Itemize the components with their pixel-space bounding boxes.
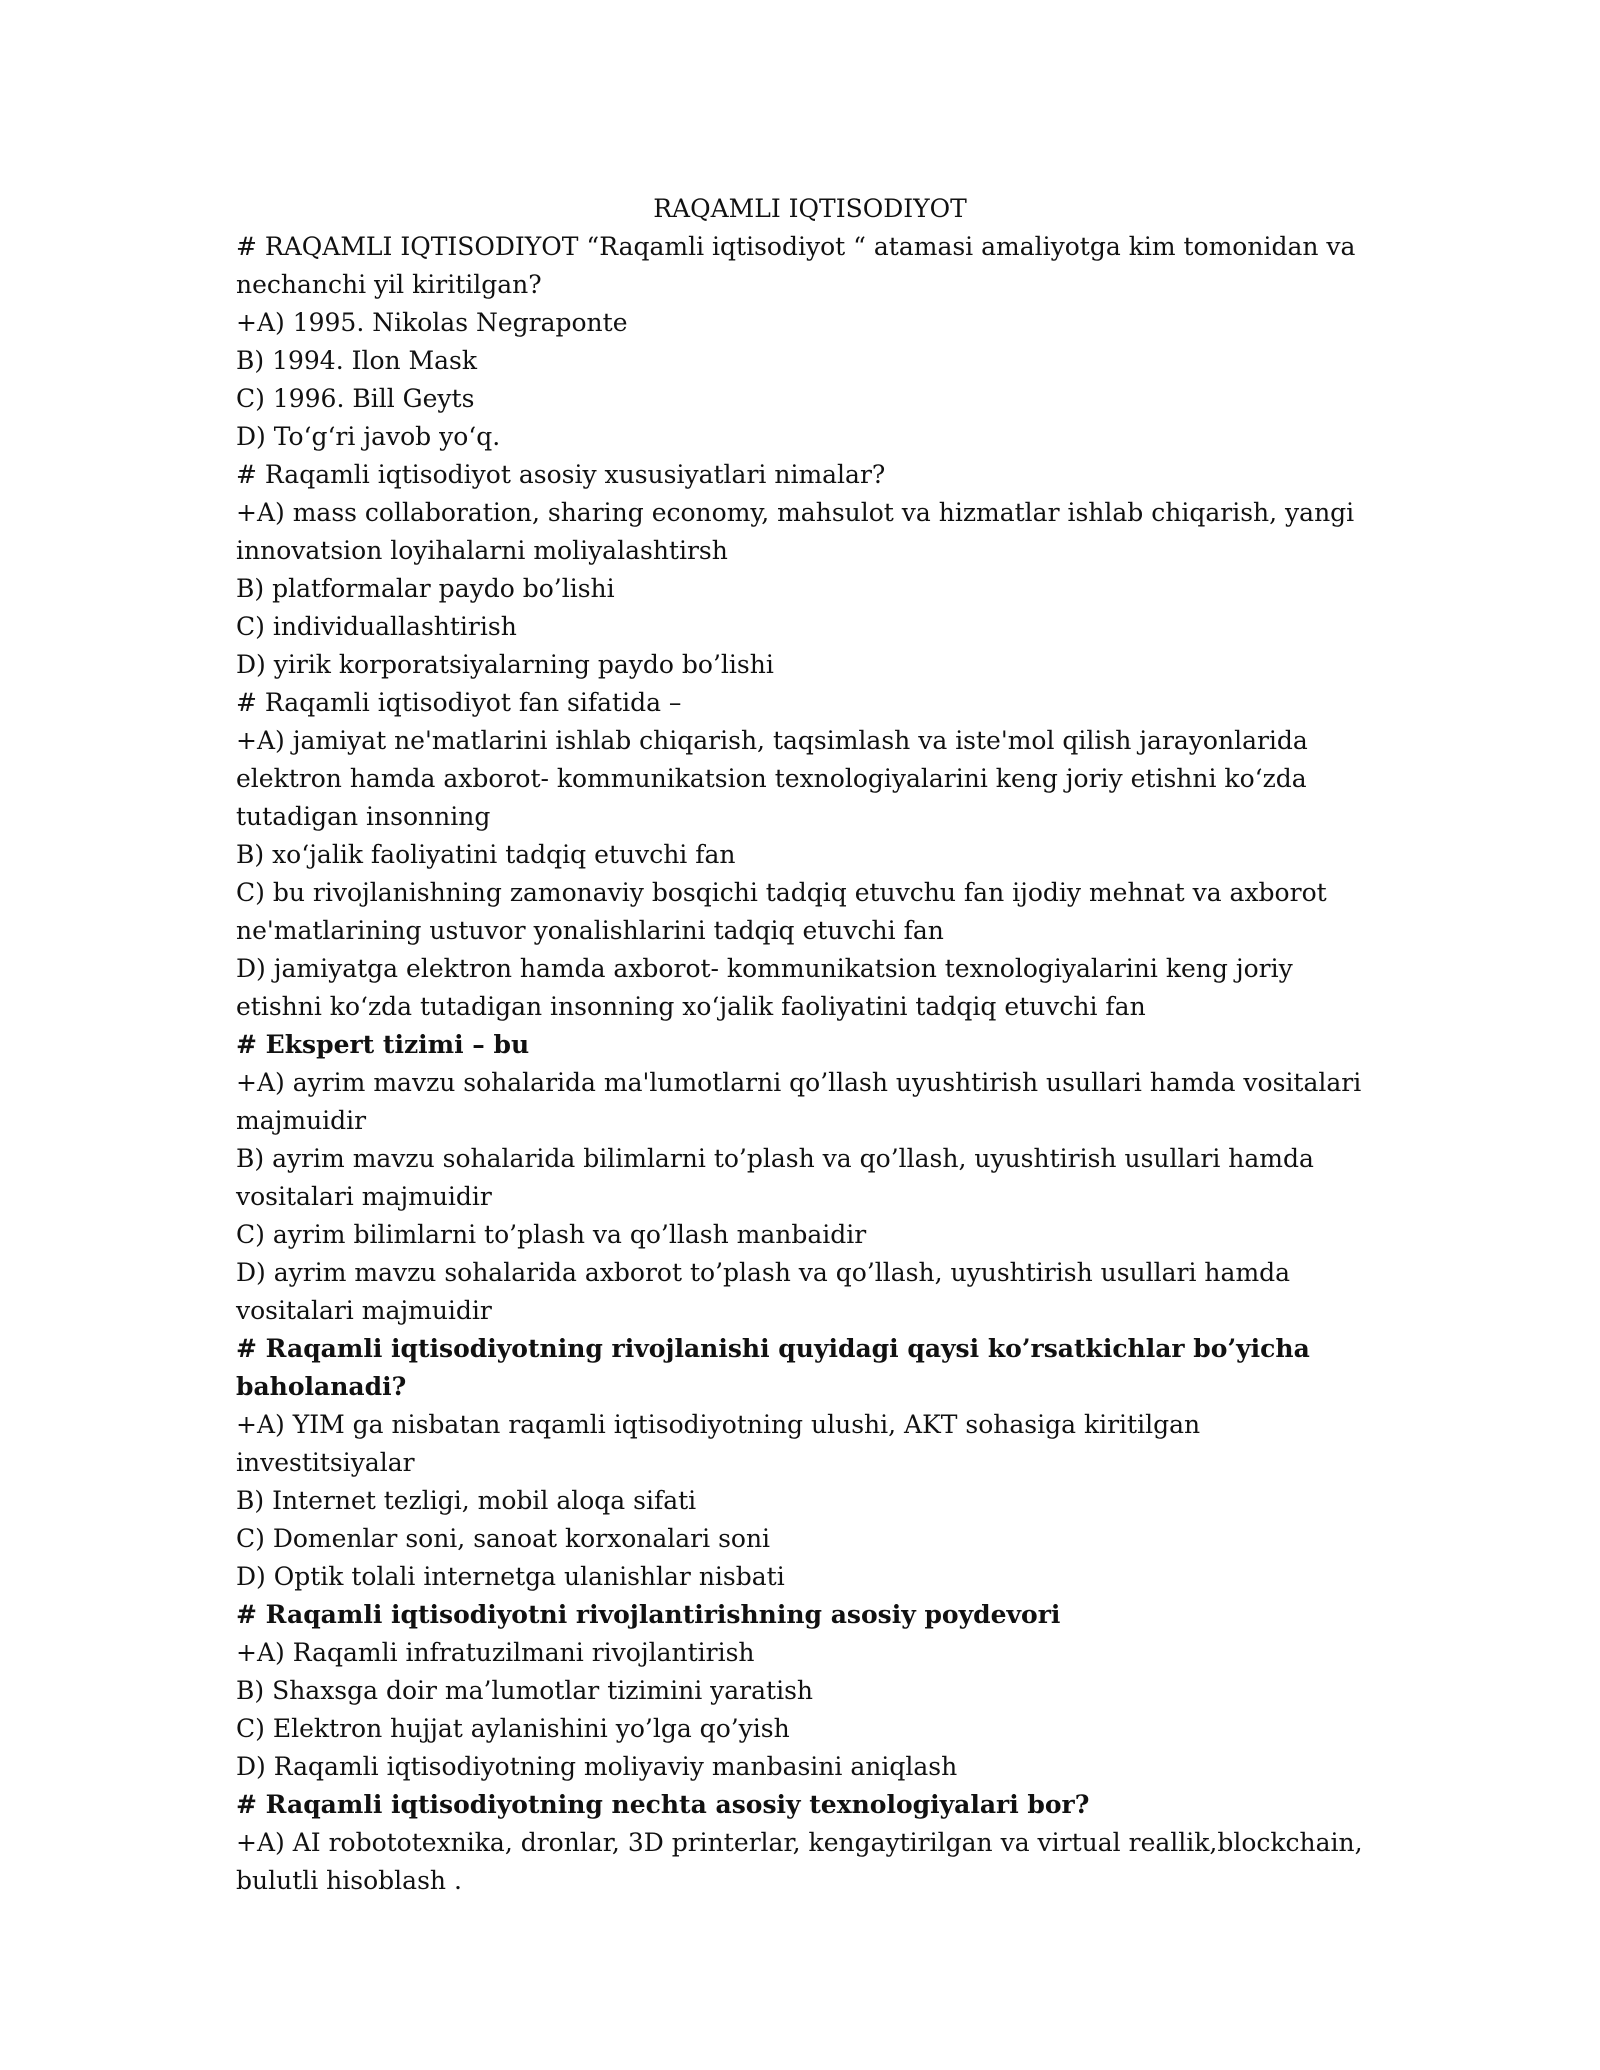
question-text: # Raqamli iqtisodiyotning nechta asosiy texnologiyalari bor?	[236, 1790, 1090, 1819]
answer-option: C) Domenlar soni, sanoat korxonalari soni	[236, 1524, 771, 1553]
answer-option: B) ayrim mavzu sohalarida bilimlarni to’plash va qo’llash, uyushtirish usullari hamda vositalari majmuidir	[236, 1144, 1314, 1211]
answer-option: D) yirik korporatsiyalarning paydo bo’lishi	[236, 650, 774, 679]
question-text: # Raqamli iqtisodiyotning rivojlanishi quyidagi qaysi ko’rsatkichlar bo’yicha baholanadi?	[236, 1334, 1310, 1401]
answer-option: C) 1996. Bill Geyts	[236, 384, 475, 413]
question-block	[236, 1330, 1384, 1596]
answer-option: D) Raqamli iqtisodiyotning moliyaviy manbasini aniqlash	[236, 1752, 958, 1781]
answer-option: D) To‘g‘ri javob yo‘q.	[236, 422, 501, 451]
answer-option: C) bu rivojlanishning zamonaviy bosqichi tadqiq etuvchu fan ijodiy mehnat va axborot ne'matlarining ustuvor yonalishlarini tadqiq etuvchi fan	[236, 878, 1327, 945]
question-list	[236, 228, 1384, 1900]
question-block	[236, 1786, 1384, 1900]
answer-option: C) Elektron hujjat aylanishini yo’lga qo’yish	[236, 1714, 790, 1743]
question-block	[236, 684, 1384, 1026]
answer-option: C) individuallashtirish	[236, 612, 517, 641]
answer-option: +A) YIM ga nisbatan raqamli iqtisodiyotning ulushi, AKT sohasiga kiritilgan investitsiyalar	[236, 1410, 1201, 1477]
answer-option: D) ayrim mavzu sohalarida axborot to’plash va qo’llash, uyushtirish usullari hamda vositalari majmuidir	[236, 1258, 1291, 1325]
question-text: # RAQAMLI IQTISODIYOT “Raqamli iqtisodiyot “ atamasi amaliyotga kim tomonidan va nechanchi yil kiritilgan?	[236, 232, 1356, 299]
answer-option: D) jamiyatga elektron hamda axborot- kommunikatsion texnologiyalarini keng joriy etishni ko‘zda tutadigan insonning xo‘jalik faoliyatini tadqiq etuvchi fan	[236, 954, 1293, 1021]
question-block	[236, 228, 1384, 456]
answer-option: B) platformalar paydo bo’lishi	[236, 574, 615, 603]
answer-option: +A) ayrim mavzu sohalarida ma'lumotlarni qo’llash uyushtirish usullari hamda vositalari majmuidir	[236, 1068, 1362, 1135]
answer-option: B) 1994. Ilon Mask	[236, 346, 478, 375]
document-title: RAQAMLI IQTISODIYOT	[653, 194, 967, 223]
question-block	[236, 1596, 1384, 1786]
document-page	[236, 190, 1384, 1900]
question-text: # Ekspert tizimi – bu	[236, 1030, 530, 1059]
answer-option: B) Internet tezligi, mobil aloqa sifati	[236, 1486, 697, 1515]
question-block	[236, 1026, 1384, 1330]
answer-option: +A) Raqamli infratuzilmani rivojlantirish	[236, 1638, 755, 1667]
answer-option: +A) AI robototexnika, dronlar, 3D printerlar, kengaytirilgan va virtual reallik,blockchain, bulutli hisoblash .	[236, 1828, 1363, 1895]
question-text: # Raqamli iqtisodiyot asosiy xususiyatlari nimalar?	[236, 460, 886, 489]
answer-option: B) Shaxsga doir ma’lumotlar tizimini yaratish	[236, 1676, 814, 1705]
answer-option: +A) mass collaboration, sharing economy, mahsulot va hizmatlar ishlab chiqarish, yangi innovatsion loyihalarni moliyalashtirsh	[236, 498, 1355, 565]
question-text: # Raqamli iqtisodiyotni rivojlantirishning asosiy poydevori	[236, 1600, 1061, 1629]
answer-option: C) ayrim bilimlarni to’plash va qo’llash manbaidir	[236, 1220, 867, 1249]
question-block	[236, 456, 1384, 684]
answer-option: B) xo‘jalik faoliyatini tadqiq etuvchi fan	[236, 840, 736, 869]
answer-option: +A) jamiyat ne'matlarini ishlab chiqarish, taqsimlash va iste'mol qilish jarayonlarida elektron hamda axborot- kommunikatsion texnologiyalarini keng joriy etishni ko‘zda tutadigan insonning	[236, 726, 1308, 831]
question-text: # Raqamli iqtisodiyot fan sifatida –	[236, 688, 682, 717]
answer-option: D) Optik tolali internetga ulanishlar nisbati	[236, 1562, 785, 1591]
answer-option: +A) 1995. Nikolas Negraponte	[236, 308, 628, 337]
